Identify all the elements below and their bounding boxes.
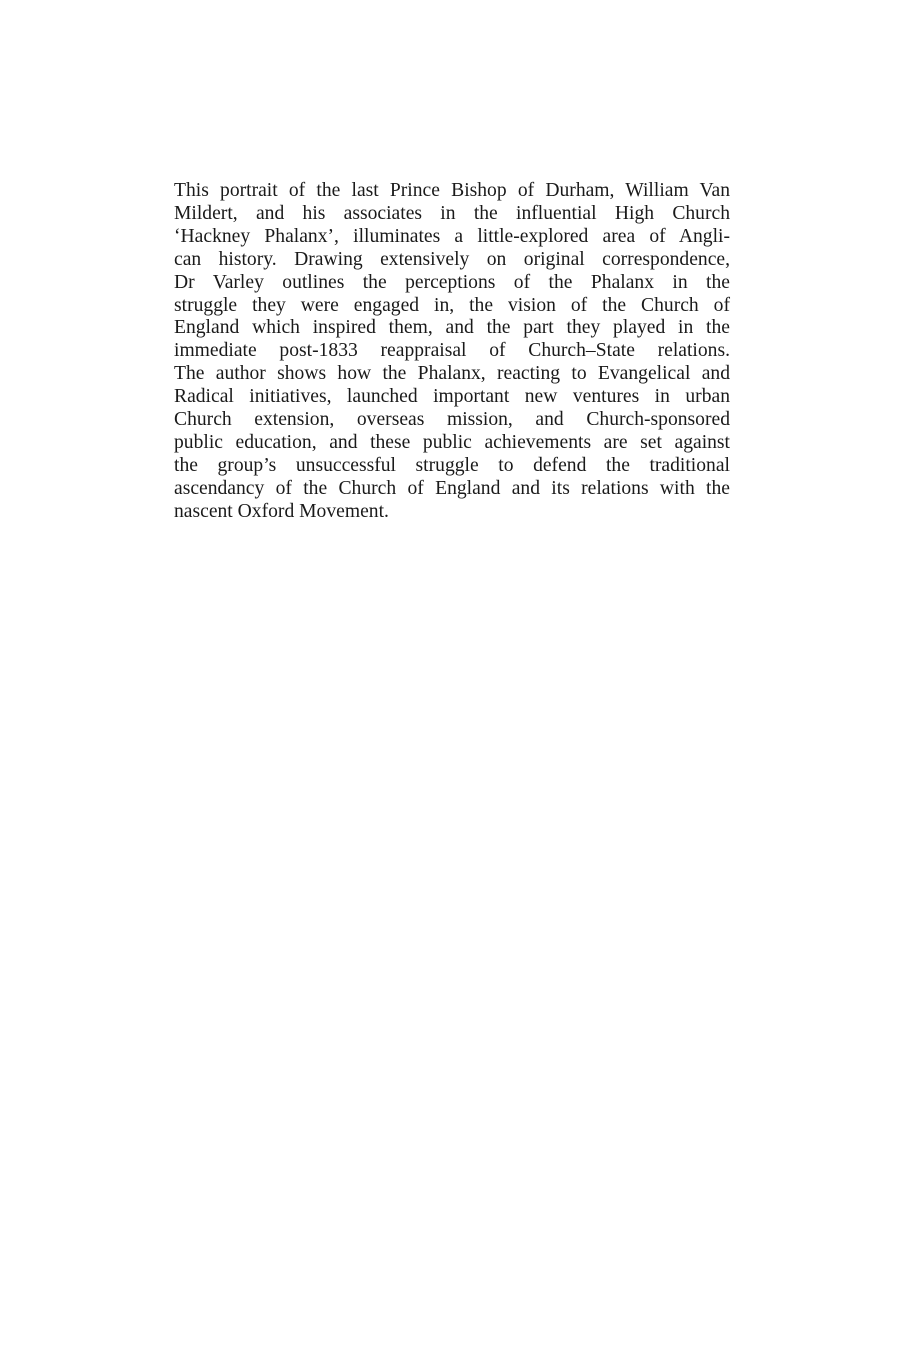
blurb-paragraph	[174, 180, 730, 524]
blurb-line: Radical initiatives, launched important new ventures in urban	[174, 386, 730, 408]
blurb-line: Mildert, and his associates in the influential High Church	[174, 202, 730, 224]
blurb-line: This portrait of the last Prince Bishop of Durham, William Van	[174, 180, 730, 201]
blurb-line: public education, and these public achievements are set against	[174, 431, 730, 453]
blurb-line: Dr Varley outlines the perceptions of the Phalanx in the	[174, 271, 730, 293]
blurb-line: ‘Hackney Phalanx’, illuminates a little-explored area of Angli-	[174, 225, 730, 247]
blurb-line: The author shows how the Phalanx, reacting to Evangelical and	[174, 363, 730, 385]
blurb-line: the group’s unsuccessful struggle to defend the traditional	[174, 454, 730, 476]
blurb-line: ascendancy of the Church of England and its relations with the	[174, 477, 730, 499]
blurb-line: England which inspired them, and the part they played in the	[174, 317, 730, 339]
blurb-line: struggle they were engaged in, the vision of the Church of	[174, 294, 730, 316]
blurb-line: can history. Drawing extensively on original correspondence,	[174, 248, 730, 270]
blurb-line: immediate post-1833 reappraisal of Church–State relations.	[174, 340, 730, 362]
blurb-line: nascent Oxford Movement.	[174, 500, 389, 522]
blurb-line: Church extension, overseas mission, and Church-sponsored	[174, 409, 730, 431]
